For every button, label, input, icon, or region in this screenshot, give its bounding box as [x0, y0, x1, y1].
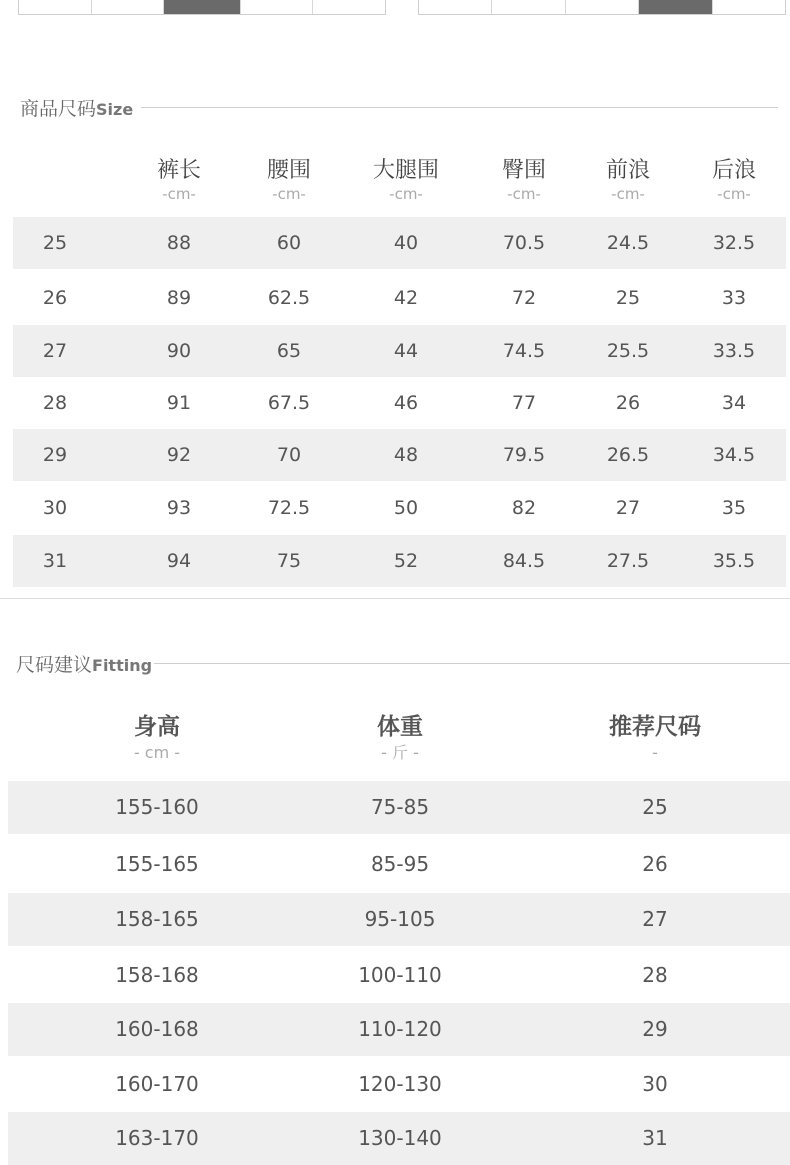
size-value-cell: 72.5 — [267, 497, 311, 519]
fit-value-cell: 27 — [642, 907, 668, 931]
column-name: 大腿围 — [372, 158, 439, 183]
size-section-title — [20, 94, 133, 121]
size-value-cell: 62.5 — [267, 287, 311, 309]
size-table-row — [13, 429, 786, 481]
fit-value-cell: 25 — [642, 795, 668, 819]
column-name: 前浪 — [605, 158, 650, 183]
column-name: 身高 — [134, 714, 180, 740]
fit-value-cell: 163-170 — [115, 1126, 199, 1150]
option-cell-selected — [164, 0, 240, 14]
heading-rule — [141, 107, 778, 108]
column-unit: -cm- — [717, 185, 751, 203]
size-section-heading — [20, 94, 778, 121]
size-value-cell: 60 — [276, 232, 302, 254]
fit-value-cell: 100-110 — [358, 963, 442, 987]
size-column-header — [469, 157, 579, 203]
size-label-cell: 31 — [42, 550, 68, 572]
fit-table-row — [8, 1058, 790, 1111]
size-value-cell: 25 — [615, 287, 641, 309]
size-value-cell: 79.5 — [502, 444, 546, 466]
option-cell — [492, 0, 565, 14]
size-table-row — [13, 535, 786, 587]
fit-table-header — [0, 712, 790, 772]
size-value-cell: 46 — [393, 392, 419, 414]
size-table-row — [13, 377, 786, 429]
top-option-bar-right — [418, 0, 786, 15]
heading-rule — [154, 663, 790, 664]
size-label-cell: 29 — [42, 444, 68, 466]
size-label-cell: 28 — [42, 392, 68, 414]
size-value-cell: 35.5 — [712, 550, 756, 572]
top-option-bar-left — [18, 0, 386, 15]
size-value-cell: 82 — [511, 497, 537, 519]
size-value-cell: 26.5 — [606, 444, 650, 466]
fit-value-cell: 130-140 — [358, 1126, 442, 1150]
column-unit: -cm- — [507, 185, 541, 203]
size-value-cell: 89 — [166, 287, 192, 309]
option-cell — [241, 0, 314, 14]
option-cell — [19, 0, 92, 14]
fit-table-row — [8, 838, 790, 891]
size-table-row — [13, 325, 786, 377]
size-value-cell: 67.5 — [267, 392, 311, 414]
column-name: 臀围 — [501, 158, 546, 183]
size-value-cell: 34.5 — [712, 444, 756, 466]
size-value-cell: 44 — [393, 340, 419, 362]
size-value-cell: 70.5 — [502, 232, 546, 254]
size-value-cell: 84.5 — [502, 550, 546, 572]
size-value-cell: 24.5 — [606, 232, 650, 254]
fit-value-cell: 85-95 — [370, 852, 430, 876]
column-unit: - — [652, 743, 658, 762]
fit-table-row — [8, 781, 790, 834]
size-column-header — [124, 157, 234, 203]
fit-table-row — [8, 1003, 790, 1056]
fit-value-cell: 160-170 — [115, 1072, 199, 1096]
option-cell — [92, 0, 165, 14]
size-value-cell: 27 — [615, 497, 641, 519]
fit-column-header — [57, 712, 257, 764]
fit-value-cell: 26 — [642, 852, 668, 876]
size-value-cell: 33.5 — [712, 340, 756, 362]
size-column-header — [234, 157, 344, 203]
fit-table-row — [8, 893, 790, 946]
column-name: 腰围 — [266, 158, 311, 183]
size-value-cell: 75 — [276, 550, 302, 572]
size-value-cell: 94 — [166, 550, 192, 572]
size-column-header — [573, 157, 683, 203]
fit-value-cell: 155-160 — [115, 795, 199, 819]
size-value-cell: 33 — [721, 287, 747, 309]
size-title-cn: 商品尺码 — [20, 98, 97, 120]
fit-value-cell: 120-130 — [358, 1072, 442, 1096]
fit-column-header — [555, 712, 755, 764]
fit-value-cell: 160-168 — [115, 1017, 199, 1041]
option-cell-selected — [639, 0, 712, 14]
fit-value-cell: 95-105 — [364, 907, 436, 931]
fit-value-cell: 30 — [642, 1072, 668, 1096]
size-value-cell: 52 — [393, 550, 419, 572]
fit-value-cell: 28 — [642, 963, 668, 987]
size-label-cell: 25 — [42, 232, 68, 254]
fit-value-cell: 158-168 — [115, 963, 199, 987]
size-value-cell: 40 — [393, 232, 419, 254]
fit-value-cell: 29 — [642, 1017, 668, 1041]
size-value-cell: 34 — [721, 392, 747, 414]
size-value-cell: 65 — [276, 340, 302, 362]
size-value-cell: 91 — [166, 392, 192, 414]
size-title-en: Size — [96, 100, 134, 119]
size-table-row — [13, 482, 786, 534]
size-value-cell: 74.5 — [502, 340, 546, 362]
size-value-cell: 88 — [166, 232, 192, 254]
size-label-cell: 30 — [42, 497, 68, 519]
section-divider — [0, 598, 790, 599]
fit-table-row — [8, 1112, 790, 1165]
column-name: 后浪 — [711, 158, 756, 183]
column-name: 推荐尺码 — [609, 714, 701, 740]
size-label-cell: 26 — [42, 287, 68, 309]
size-value-cell: 42 — [393, 287, 419, 309]
size-value-cell: 26 — [615, 392, 641, 414]
fit-table-row — [8, 949, 790, 1002]
fit-value-cell: 110-120 — [358, 1017, 442, 1041]
size-value-cell: 93 — [166, 497, 192, 519]
size-value-cell: 32.5 — [712, 232, 756, 254]
column-unit: -cm- — [162, 185, 196, 203]
column-unit: - cm - — [133, 743, 181, 762]
size-value-cell: 77 — [511, 392, 537, 414]
size-value-cell: 27.5 — [606, 550, 650, 572]
fit-section-title — [16, 650, 152, 677]
option-cell — [313, 0, 385, 14]
size-table-row — [13, 217, 786, 269]
column-unit: -cm- — [389, 185, 423, 203]
column-unit: -cm- — [611, 185, 645, 203]
size-value-cell: 50 — [393, 497, 419, 519]
size-column-header — [351, 157, 461, 203]
fit-value-cell: 31 — [642, 1126, 668, 1150]
size-value-cell: 25.5 — [606, 340, 650, 362]
size-table-header — [0, 157, 790, 212]
fit-title-cn: 尺码建议 — [16, 654, 93, 676]
column-unit: - 斤 - — [381, 743, 419, 762]
size-label-cell: 27 — [42, 340, 68, 362]
fit-title-en: Fitting — [92, 656, 153, 675]
column-unit: -cm- — [272, 185, 306, 203]
option-cell — [419, 0, 492, 14]
column-name: 体重 — [377, 714, 423, 740]
fit-value-cell: 155-165 — [115, 852, 199, 876]
column-name: 裤长 — [156, 158, 201, 183]
fit-column-header — [300, 712, 500, 764]
size-value-cell: 90 — [166, 340, 192, 362]
fit-value-cell: 158-165 — [115, 907, 199, 931]
size-value-cell: 70 — [276, 444, 302, 466]
size-value-cell: 48 — [393, 444, 419, 466]
fit-value-cell: 75-85 — [370, 795, 430, 819]
size-value-cell: 35 — [721, 497, 747, 519]
fit-section-heading — [16, 650, 790, 677]
size-table-row — [13, 272, 786, 324]
option-cell — [566, 0, 639, 14]
size-column-header — [679, 157, 789, 203]
option-cell — [713, 0, 785, 14]
size-value-cell: 92 — [166, 444, 192, 466]
size-value-cell: 72 — [511, 287, 537, 309]
